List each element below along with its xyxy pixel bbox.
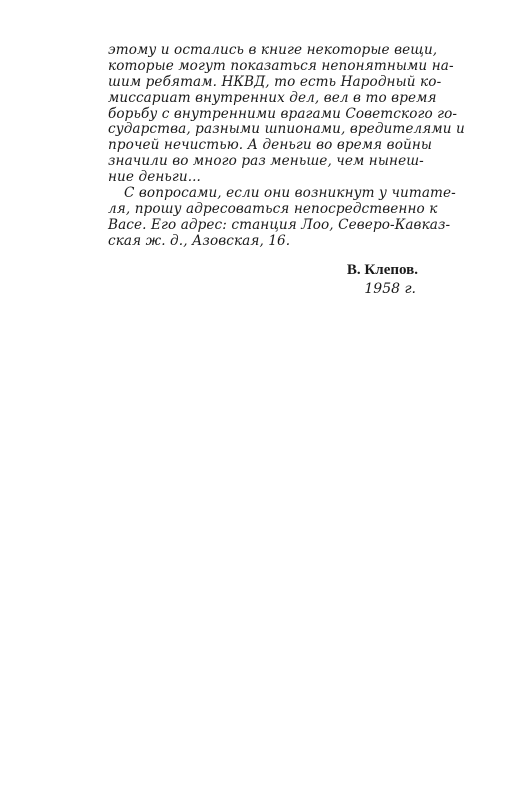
signature-year: 1958 г.	[364, 281, 416, 297]
paragraph-2	[108, 185, 456, 250]
text-line: Васе. Его адрес: станция Лоо, Северо-Кавказ-	[108, 216, 451, 233]
text-line: шим ребятам. НКВД, то есть Народный ко-	[108, 73, 442, 90]
paragraph-1	[108, 42, 465, 186]
text-line: сударства, разными шпионами, вредителями и	[108, 121, 465, 138]
text-line: ская ж. д., Азовская, 16.	[108, 232, 291, 249]
text-line: С вопросами, если они возникнут у читате-	[124, 185, 456, 202]
text-line: ние деньги...	[108, 169, 201, 186]
text-line: борьбу с внутренними врагами Советского го-	[108, 105, 458, 122]
text-line: этому и остались в книге некоторые вещи,	[108, 42, 438, 58]
text-line: миссариат внутренних дел, вел в то время	[108, 89, 437, 106]
text-line: ля, прошу адресоваться непосредственно к	[108, 200, 438, 217]
text-line: значили во много раз меньше, чем нынеш-	[108, 153, 424, 170]
author-signature: В. Клепов.	[346, 262, 418, 278]
body-text	[108, 42, 465, 250]
text-line: которые могут показаться непонятными на-	[108, 57, 454, 74]
text-line: прочей нечистью. А деньги во время войны	[108, 137, 433, 154]
